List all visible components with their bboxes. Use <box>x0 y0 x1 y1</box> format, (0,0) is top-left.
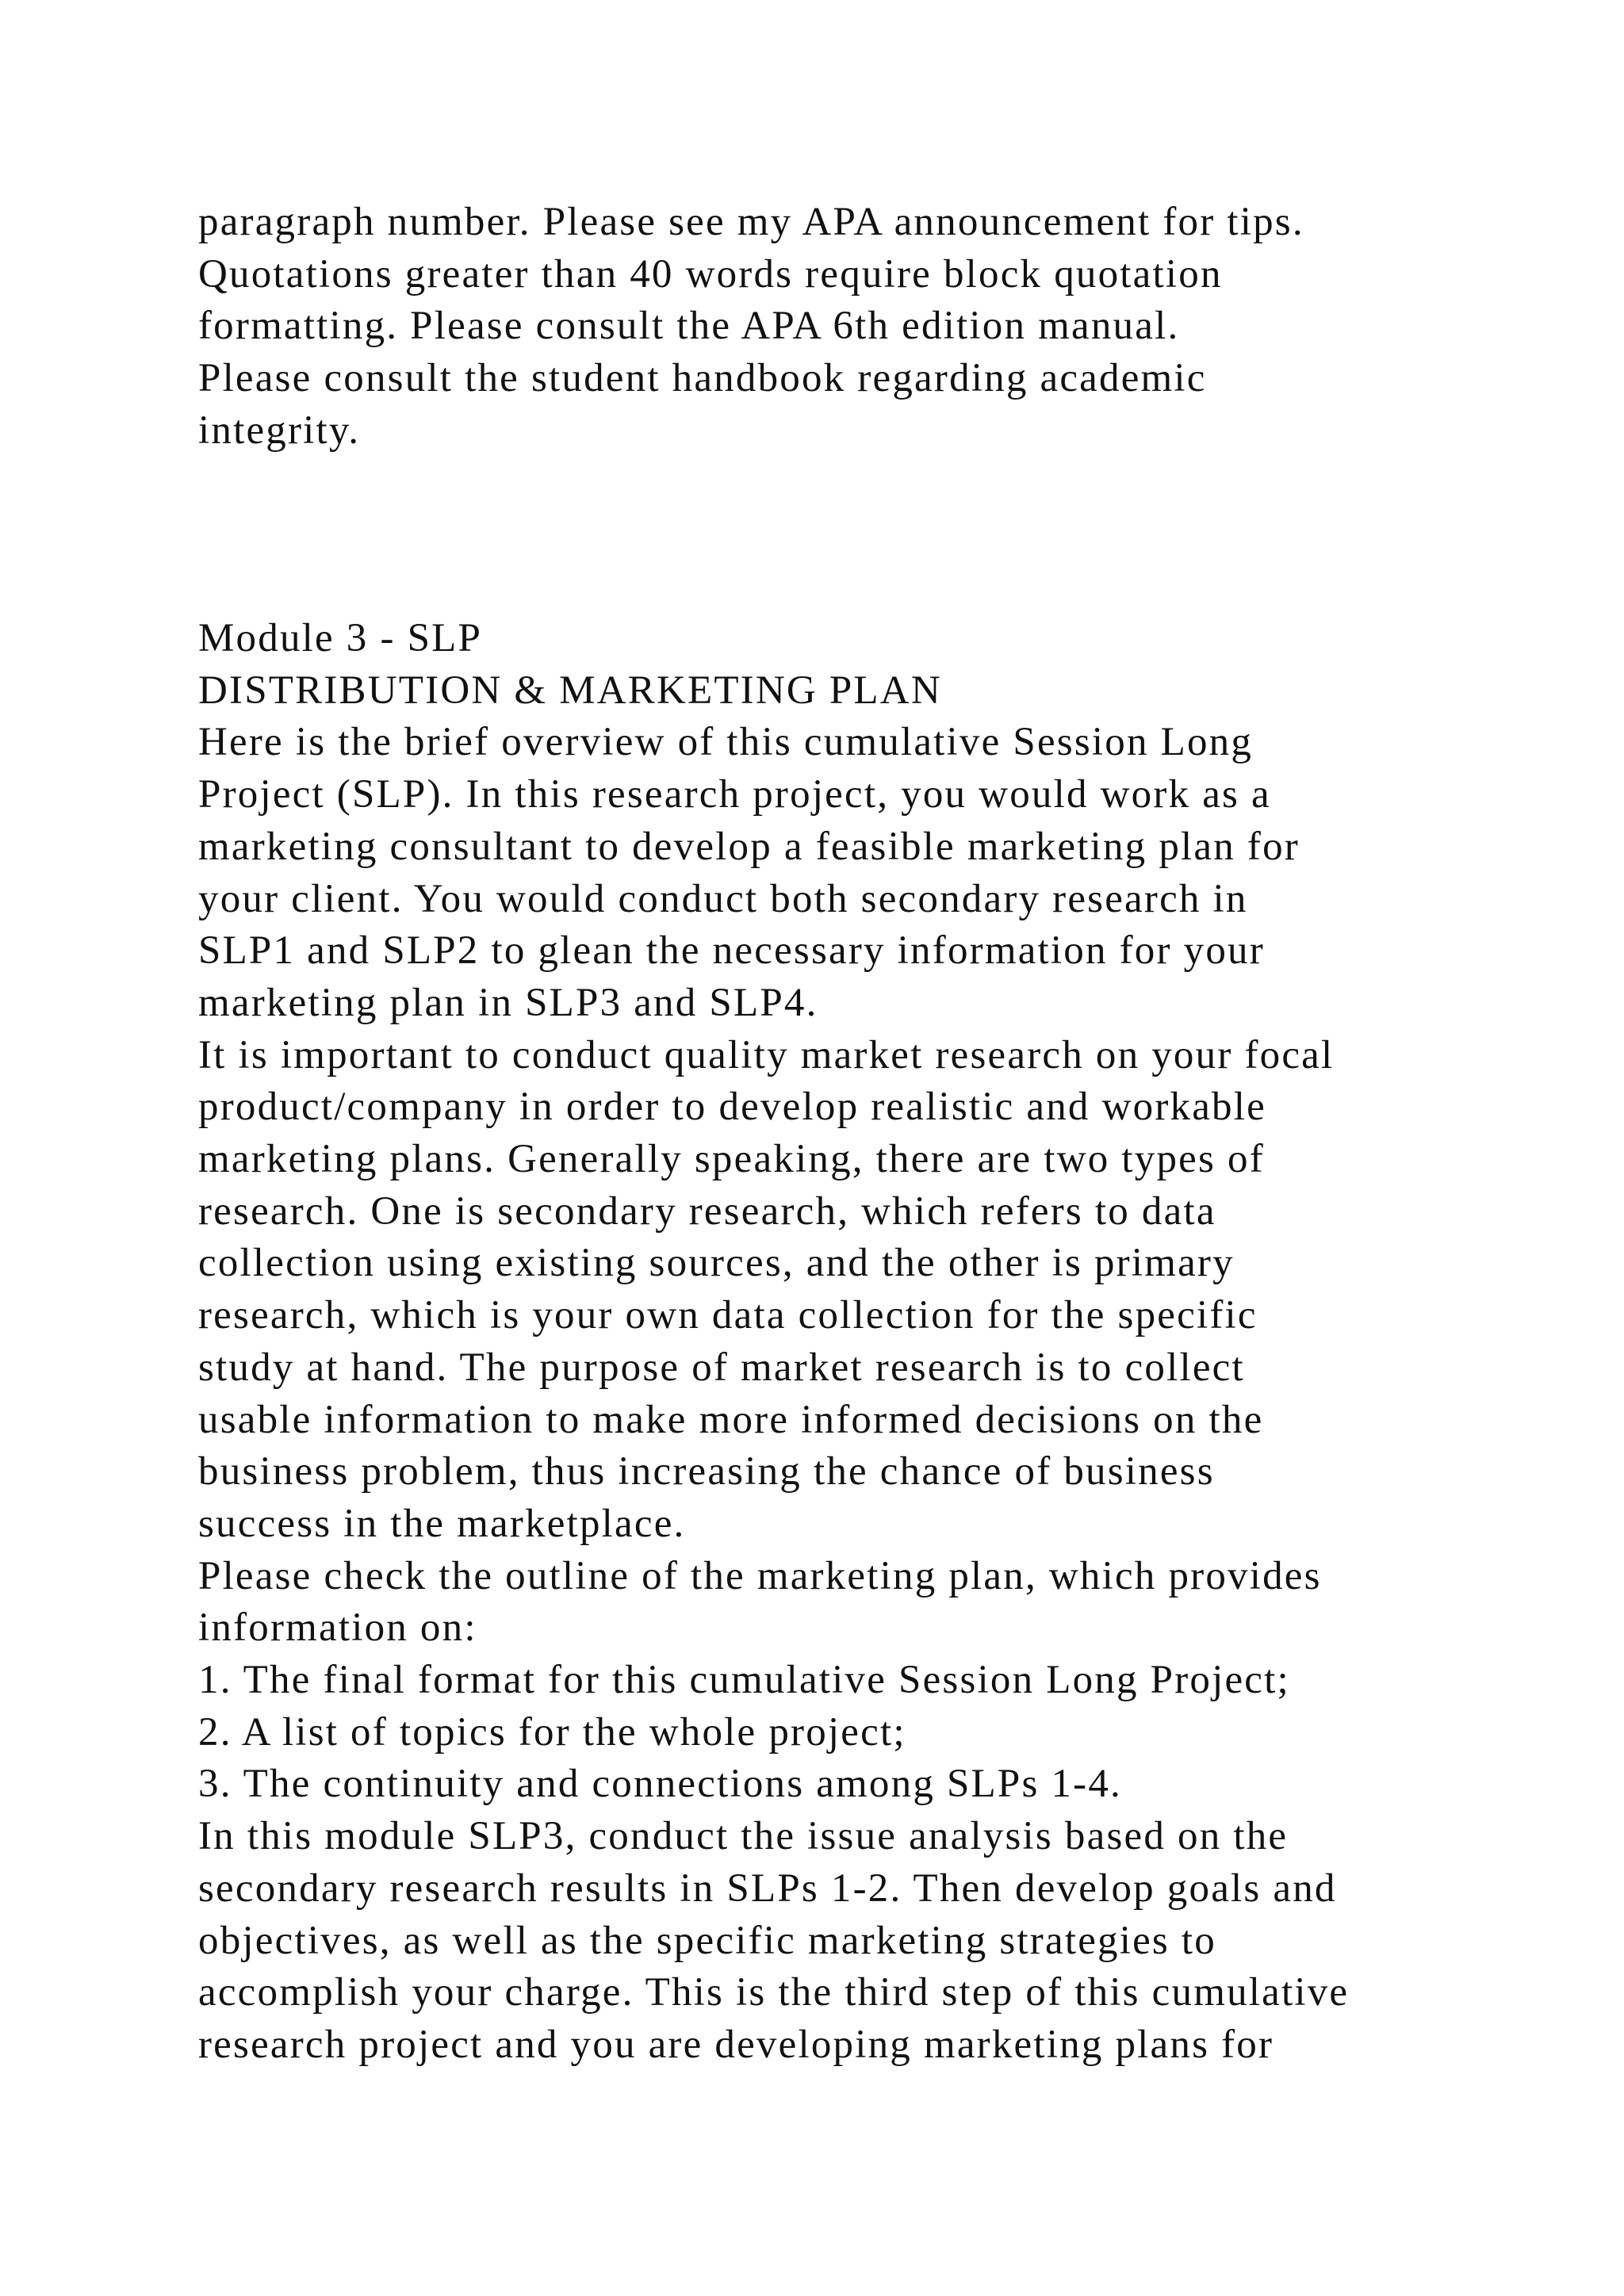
text-line: marketing plans. Generally speaking, there are two types of <box>198 1137 1265 1182</box>
text-line: research project and you are developing marketing plans for <box>198 2022 1274 2067</box>
list-item: 2. A list of topics for the whole project; <box>198 1709 906 1755</box>
text-line: research. One is secondary research, which refers to data <box>198 1188 1216 1234</box>
text-line: product/company in order to develop realistic and workable <box>198 1085 1266 1130</box>
text-line: accomplish your charge. This is the third step of this cumulative <box>198 1970 1350 2015</box>
text-line: paragraph number. Please see my APA announcement for tips. <box>198 200 1304 244</box>
text-line: Please check the outline of the marketing plan, which provides <box>198 1553 1322 1598</box>
text-line: information on: <box>198 1605 477 1651</box>
text-line: In this module SLP3, conduct the issue analysis based on the <box>198 1814 1289 1859</box>
intro-paragraph <box>198 197 1546 457</box>
text-line: integrity. <box>198 408 361 453</box>
text-line: Please consult the student handbook regarding academic <box>198 356 1207 401</box>
text-line: marketing consultant to develop a feasible marketing plan for <box>198 824 1300 869</box>
text-line: business problem, thus increasing the chance of business <box>198 1449 1215 1494</box>
text-line: formatting. Please consult the APA 6th edition manual. <box>198 304 1180 349</box>
section-title: DISTRIBUTION & MARKETING PLAN <box>198 668 942 713</box>
module-heading: Module 3 - SLP <box>198 616 483 660</box>
text-line: objectives, as well as the specific marketing strategies to <box>198 1918 1216 1963</box>
text-line: marketing plan in SLP3 and SLP4. <box>198 980 818 1025</box>
text-line: secondary research results in SLPs 1-2. Then develop goals and <box>198 1866 1337 1911</box>
list-item: 3. The continuity and connections among SLPs 1-4. <box>198 1762 1122 1807</box>
text-line: study at hand. The purpose of market research is to collect <box>198 1345 1245 1390</box>
module-section <box>198 613 1546 2072</box>
text-line: success in the marketplace. <box>198 1501 686 1546</box>
text-line: research, which is your own data collection for the specific <box>198 1293 1258 1338</box>
list-item: 1. The final format for this cumulative Session Long Project; <box>198 1658 1290 1703</box>
text-line: It is important to conduct quality market research on your focal <box>198 1032 1335 1077</box>
text-line: SLP1 and SLP2 to glean the necessary information for your <box>198 928 1265 974</box>
text-line: your client. You would conduct both secondary research in <box>198 876 1248 921</box>
text-line: collection using existing sources, and the other is primary <box>198 1241 1235 1286</box>
text-line: Project (SLP). In this research project, you would work as a <box>198 772 1271 817</box>
text-line: Quotations greater than 40 words require block quotation <box>198 251 1223 297</box>
text-line: Here is the brief overview of this cumulative Session Long <box>198 720 1254 765</box>
text-line: usable information to make more informed decisions on the <box>198 1397 1264 1442</box>
